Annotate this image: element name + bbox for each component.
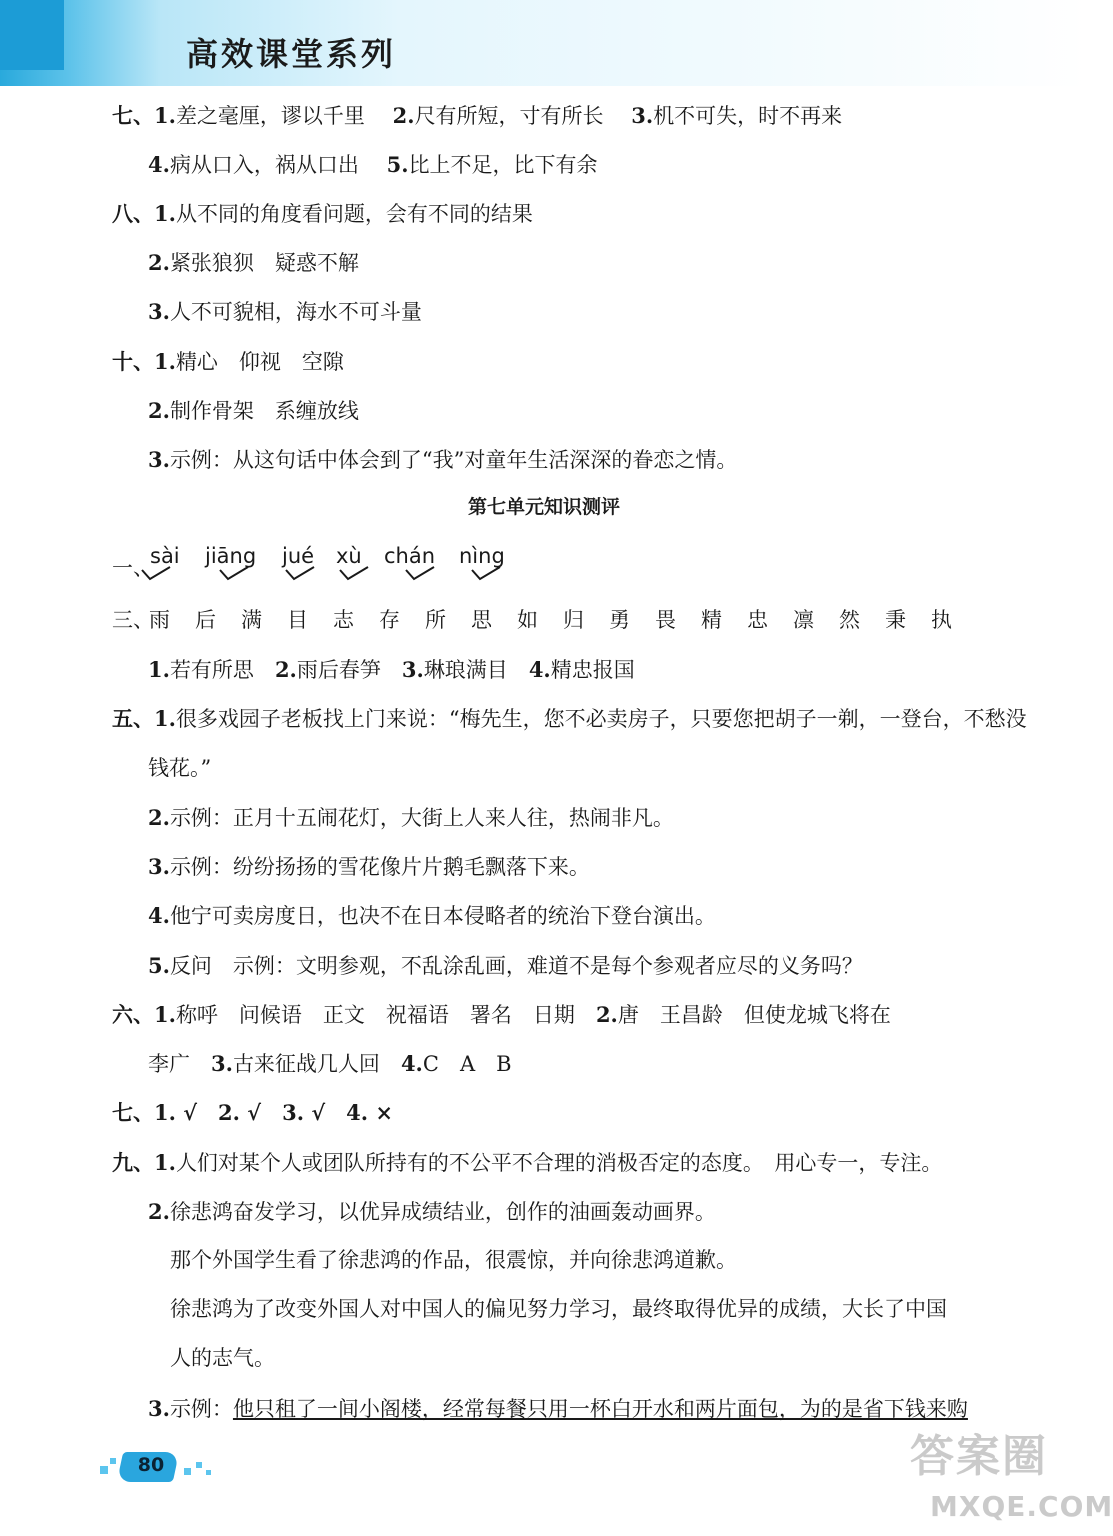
watermark-url: MXQE.COM <box>930 1490 1113 1523</box>
answer-line: 六、1.称呼 问候语 正文 祝福语 署名 日期 2.唐 王昌龄 但使龙城飞将在 <box>112 1002 891 1027</box>
unit-title: 第七单元知识测评 <box>467 496 620 518</box>
answer-line: 五、1.很多戏园子老板找上门来说：“梅先生，您不必卖房子，只要您把胡子一剃，一登台，不愁没 <box>112 706 1027 731</box>
header-band <box>0 0 1088 86</box>
fill-char: 满 <box>241 608 262 632</box>
pinyin-answer: jué <box>282 544 315 568</box>
pinyin-answer: nìng <box>459 544 505 568</box>
page-number: 80 <box>137 1454 165 1476</box>
answer-line: 九、1.人们对某个人或团队所持有的不公平不合理的消极否定的态度。 用心专一，专注。 <box>112 1150 943 1175</box>
answer-line: 5.反问 示例：文明参观，不乱涂乱画，难道不是每个参观者应尽的义务吗？ <box>148 953 863 978</box>
answer-line: 七、1.差之毫厘，谬以千里 2.尺有所短，寸有所长 3.机不可失，时不再来 <box>112 103 843 128</box>
page-number-badge <box>100 1452 220 1488</box>
check-mark-icon <box>218 566 250 582</box>
answer-line: 3.人不可貌相，海水不可斗量 <box>148 299 422 324</box>
answer-line: 十、1.精心 仰视 空隙 <box>112 349 344 374</box>
fill-char: 然 <box>839 608 860 632</box>
answer-line: 七、1. √ 2. √ 3. √ 4. × <box>112 1100 393 1125</box>
answer-line: 八、1.从不同的角度看问题，会有不同的结果 <box>112 201 533 226</box>
answer-line: 1.若有所思 2.雨后春笋 3.琳琅满目 4.精忠报国 <box>148 657 635 682</box>
header-color-block <box>0 0 64 70</box>
pinyin-answer: xù <box>336 544 362 568</box>
question-label: 三、 <box>112 608 154 632</box>
fill-char: 忠 <box>747 608 768 632</box>
answer-line: 徐悲鸿为了改变外国人对中国人的偏见努力学习，最终取得优异的成绩，大长了中国 <box>170 1297 947 1321</box>
decor-square <box>206 1470 211 1475</box>
fill-char: 畏 <box>655 608 676 632</box>
answer-line: 3.示例：纷纷扬扬的雪花像片片鹅毛飘落下来。 <box>148 854 590 879</box>
fill-char: 志 <box>333 608 354 632</box>
answer-line: 4.他宁可卖房度日，也决不在日本侵略者的统治下登台演出。 <box>148 903 716 928</box>
answer-line: 李广 3.古来征战几人回 4.C A B <box>148 1051 512 1076</box>
check-mark-icon <box>404 566 436 582</box>
fill-char: 思 <box>471 608 492 632</box>
check-mark-icon <box>470 566 502 582</box>
answer-line: 4.病从口入，祸从口出 5.比上不足，比下有余 <box>148 152 598 177</box>
answer-line: 2.示例：正月十五闹花灯，大街上人来人往，热闹非凡。 <box>148 805 674 830</box>
pinyin-answer: sài <box>150 544 180 568</box>
pinyin-answer: chán <box>384 544 436 568</box>
watermark-logo-text: 答案圈 <box>910 1431 1048 1482</box>
pinyin-answer: jiāng <box>205 544 257 568</box>
decor-square <box>110 1458 116 1464</box>
fill-char: 勇 <box>609 608 630 632</box>
fill-char: 所 <box>425 608 446 632</box>
watermark <box>900 1431 1113 1530</box>
decor-square <box>184 1468 191 1475</box>
answer-line: 那个外国学生看了徐悲鸿的作品，很震惊，并向徐悲鸿道歉。 <box>170 1248 737 1272</box>
fill-char: 秉 <box>885 608 906 632</box>
answer-line: 2.紧张狼狈 疑惑不解 <box>148 250 359 275</box>
answer-line: 人的志气。 <box>170 1346 275 1370</box>
fill-char: 精 <box>701 608 722 632</box>
fill-char: 凛 <box>793 608 814 632</box>
fill-char: 存 <box>379 608 400 632</box>
fill-char: 后 <box>195 608 216 632</box>
series-title: 高效课堂系列 <box>186 35 397 73</box>
check-mark-icon <box>338 566 370 582</box>
answer-line: 2.徐悲鸿奋发学习，以优异成绩结业，创作的油画轰动画界。 <box>148 1199 716 1224</box>
answer-line: 3.示例：从这句话中体会到了“我”对童年生活深深的眷恋之情。 <box>148 447 738 472</box>
answer-line: 3.示例：他只租了一间小阁楼，经常每餐只用一杯白开水和两片面包，为的是省下钱来购 <box>148 1396 968 1421</box>
fill-char: 雨 <box>149 608 170 632</box>
fill-char: 目 <box>287 608 308 632</box>
fill-char: 归 <box>563 608 584 632</box>
decor-square <box>100 1466 108 1474</box>
fill-char: 执 <box>931 608 952 632</box>
check-mark-icon <box>284 566 316 582</box>
decor-square <box>196 1462 202 1468</box>
answer-line: 钱花。” <box>148 756 212 780</box>
answer-line: 2.制作骨架 系缠放线 <box>148 398 359 423</box>
question-label: 一、 <box>112 556 154 580</box>
check-mark-icon <box>140 566 172 582</box>
fill-char: 如 <box>517 608 538 632</box>
